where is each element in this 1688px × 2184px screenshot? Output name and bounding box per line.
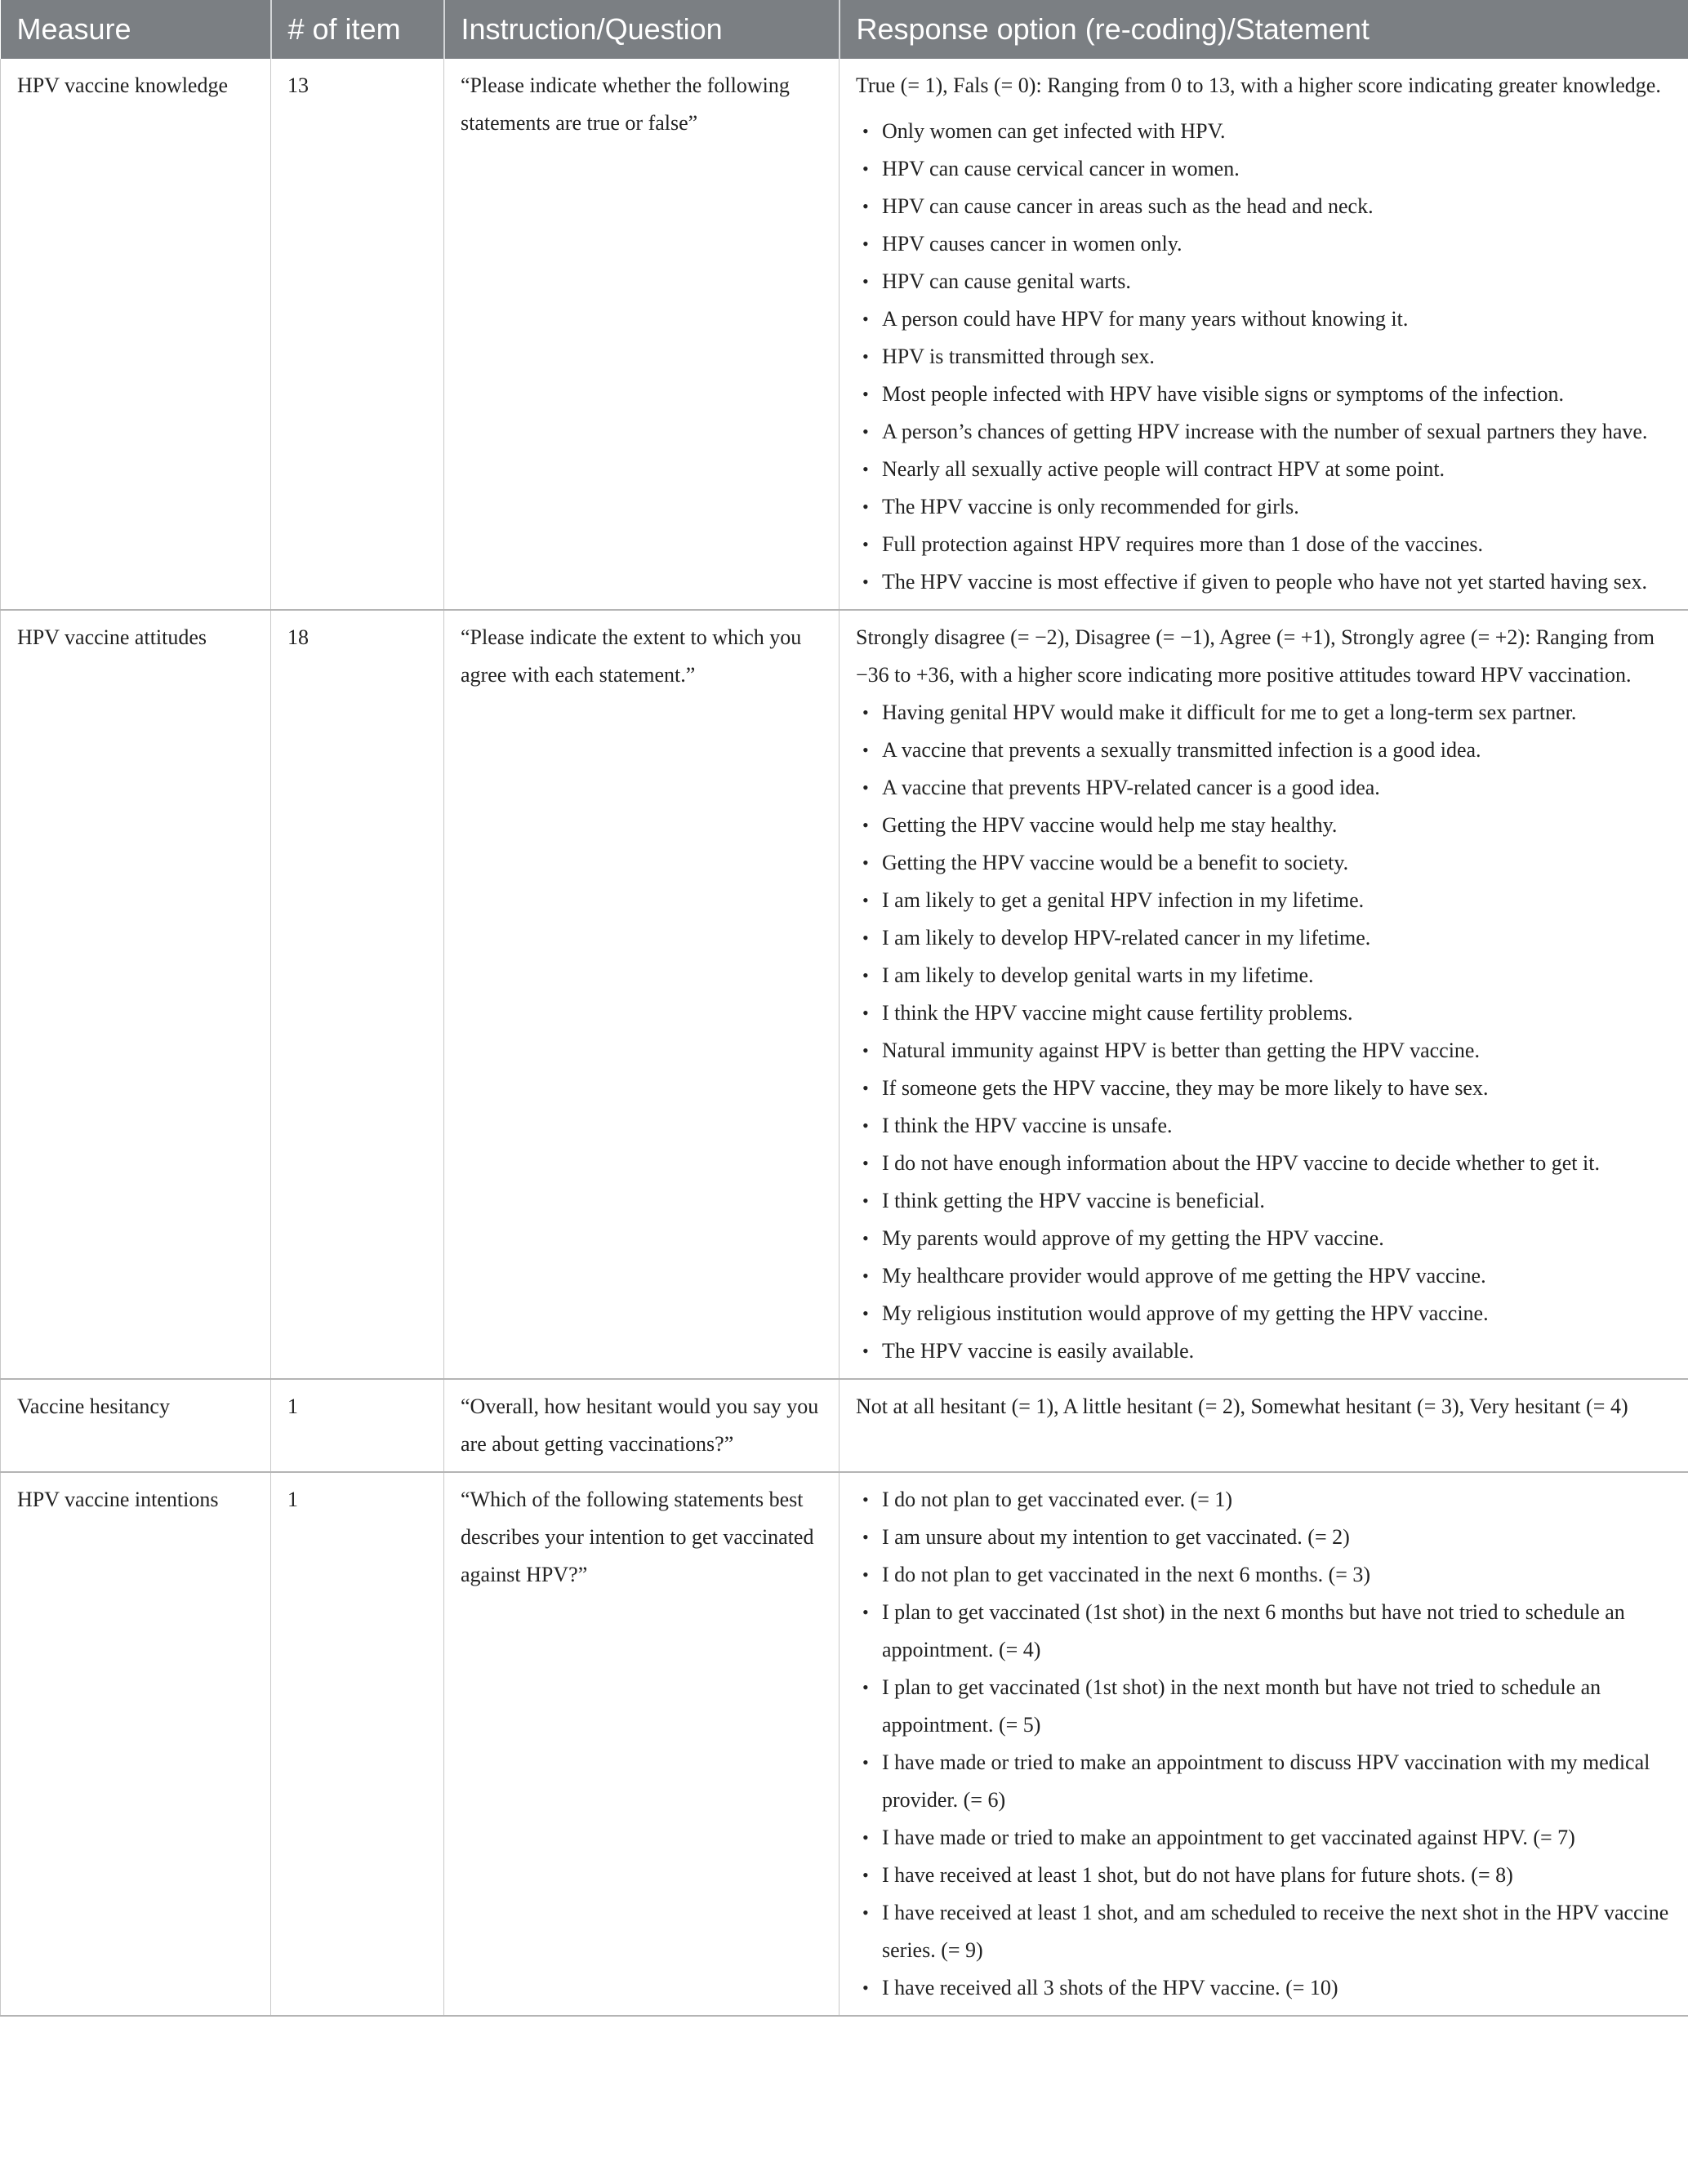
list-item: • Full protection against HPV requires more than 1 dose of the vaccines. <box>882 526 1672 563</box>
list-item: • I have received all 3 shots of the HPV vaccine. (= 10) <box>882 1969 1672 2007</box>
response-intro: Strongly disagree (= −2), Disagree (= −1), Agree (= +1), Strongly agree (= +2): Ranging from −36 to +36, with a higher score indicating more positive attitudes toward HPV vaccination. <box>856 625 1655 687</box>
list-item: • My religious institution would approve of my getting the HPV vaccine. <box>882 1295 1672 1332</box>
list-item: • Only women can get infected with HPV. <box>882 113 1672 150</box>
question-cell: “Overall, how hesitant would you say you are about getting vaccinations?” <box>444 1379 840 1472</box>
response-cell <box>840 59 1688 610</box>
list-item: • I plan to get vaccinated (1st shot) in the next month but have not tried to schedule an appointment. (= 5) <box>882 1669 1672 1744</box>
statement-list <box>856 1481 1672 2007</box>
list-item: • HPV can cause cancer in areas such as the head and neck. <box>882 188 1672 225</box>
response-cell <box>840 1472 1688 2016</box>
list-item: • I do not plan to get vaccinated ever. (= 1) <box>882 1481 1672 1519</box>
list-item: • I do not plan to get vaccinated in the next 6 months. (= 3) <box>882 1556 1672 1594</box>
list-item: • I am unsure about my intention to get vaccinated. (= 2) <box>882 1519 1672 1556</box>
question-cell: “Please indicate the extent to which you agree with each statement.” <box>444 610 840 1379</box>
list-item: • A person’s chances of getting HPV increase with the number of sexual partners they have. <box>882 413 1672 451</box>
item-count-cell: 18 <box>271 610 444 1379</box>
list-item: • I plan to get vaccinated (1st shot) in the next 6 months but have not tried to schedule an appointment. (= 4) <box>882 1594 1672 1669</box>
list-item: • I am likely to develop HPV-related cancer in my lifetime. <box>882 919 1672 957</box>
header-row <box>1 0 1688 59</box>
list-item: • Nearly all sexually active people will contract HPV at some point. <box>882 451 1672 488</box>
item-count-cell: 13 <box>271 59 444 610</box>
response-cell <box>840 1379 1688 1472</box>
list-item: • The HPV vaccine is only recommended for girls. <box>882 488 1672 526</box>
list-item: • I think the HPV vaccine is unsafe. <box>882 1107 1672 1145</box>
table-row <box>1 1472 1688 2016</box>
header-response-option: Response option (re-coding)/Statement <box>840 0 1688 59</box>
list-item: • HPV can cause cervical cancer in women. <box>882 150 1672 188</box>
list-item: • The HPV vaccine is most effective if given to people who have not yet started having sex. <box>882 563 1672 601</box>
header-measure: Measure <box>1 0 271 59</box>
list-item: • I do not have enough information about the HPV vaccine to decide whether to get it. <box>882 1145 1672 1182</box>
statement-list <box>856 113 1672 601</box>
item-count-cell: 1 <box>271 1379 444 1472</box>
list-item: • HPV is transmitted through sex. <box>882 338 1672 376</box>
question-cell: “Please indicate whether the following statements are true or false” <box>444 59 840 610</box>
list-item: • I think getting the HPV vaccine is beneficial. <box>882 1182 1672 1220</box>
question-cell: “Which of the following statements best describes your intention to get vaccinated against HPV?” <box>444 1472 840 2016</box>
list-item: • I have received at least 1 shot, and am scheduled to receive the next shot in the HPV vaccine series. (= 9) <box>882 1894 1672 1969</box>
table-row <box>1 1379 1688 1472</box>
list-item: • I am likely to get a genital HPV infection in my lifetime. <box>882 882 1672 919</box>
list-item: • Getting the HPV vaccine would be a benefit to society. <box>882 844 1672 882</box>
item-count-cell: 1 <box>271 1472 444 2016</box>
response-intro: True (= 1), Fals (= 0): Ranging from 0 to 13, with a higher score indicating greater knowledge. <box>856 73 1661 97</box>
list-item: • My parents would approve of my getting the HPV vaccine. <box>882 1220 1672 1257</box>
list-item: • I am likely to develop genital warts in my lifetime. <box>882 957 1672 994</box>
measure-cell: HPV vaccine knowledge <box>1 59 271 610</box>
measure-cell: Vaccine hesitancy <box>1 1379 271 1472</box>
list-item: • Most people infected with HPV have visible signs or symptoms of the infection. <box>882 376 1672 413</box>
header-item-count: # of item <box>271 0 444 59</box>
list-item: • Natural immunity against HPV is better than getting the HPV vaccine. <box>882 1032 1672 1070</box>
list-item: • I think the HPV vaccine might cause fertility problems. <box>882 994 1672 1032</box>
list-item: • I have made or tried to make an appointment to get vaccinated against HPV. (= 7) <box>882 1819 1672 1857</box>
list-item: • Getting the HPV vaccine would help me stay healthy. <box>882 807 1672 844</box>
table-row <box>1 610 1688 1379</box>
list-item: • HPV causes cancer in women only. <box>882 225 1672 263</box>
list-item: • HPV can cause genital warts. <box>882 263 1672 300</box>
response-cell <box>840 610 1688 1379</box>
list-item: • I have made or tried to make an appointment to discuss HPV vaccination with my medical provider. (= 6) <box>882 1744 1672 1819</box>
measure-cell: HPV vaccine intentions <box>1 1472 271 2016</box>
list-item: • I have received at least 1 shot, but do not have plans for future shots. (= 8) <box>882 1857 1672 1894</box>
list-item: • A vaccine that prevents a sexually transmitted infection is a good idea. <box>882 732 1672 769</box>
list-item: • If someone gets the HPV vaccine, they may be more likely to have sex. <box>882 1070 1672 1107</box>
list-item: • The HPV vaccine is easily available. <box>882 1332 1672 1370</box>
list-item: • Having genital HPV would make it difficult for me to get a long-term sex partner. <box>882 694 1672 732</box>
list-item: • A person could have HPV for many years without knowing it. <box>882 300 1672 338</box>
measure-cell: HPV vaccine attitudes <box>1 610 271 1379</box>
table-row <box>1 59 1688 610</box>
list-item: • A vaccine that prevents HPV-related cancer is a good idea. <box>882 769 1672 807</box>
response-intro: Not at all hesitant (= 1), A little hesitant (= 2), Somewhat hesitant (= 3), Very hesitant (= 4) <box>856 1394 1628 1418</box>
statement-list <box>856 694 1672 1370</box>
list-item: • My healthcare provider would approve of me getting the HPV vaccine. <box>882 1257 1672 1295</box>
header-instruction: Instruction/Question <box>444 0 840 59</box>
